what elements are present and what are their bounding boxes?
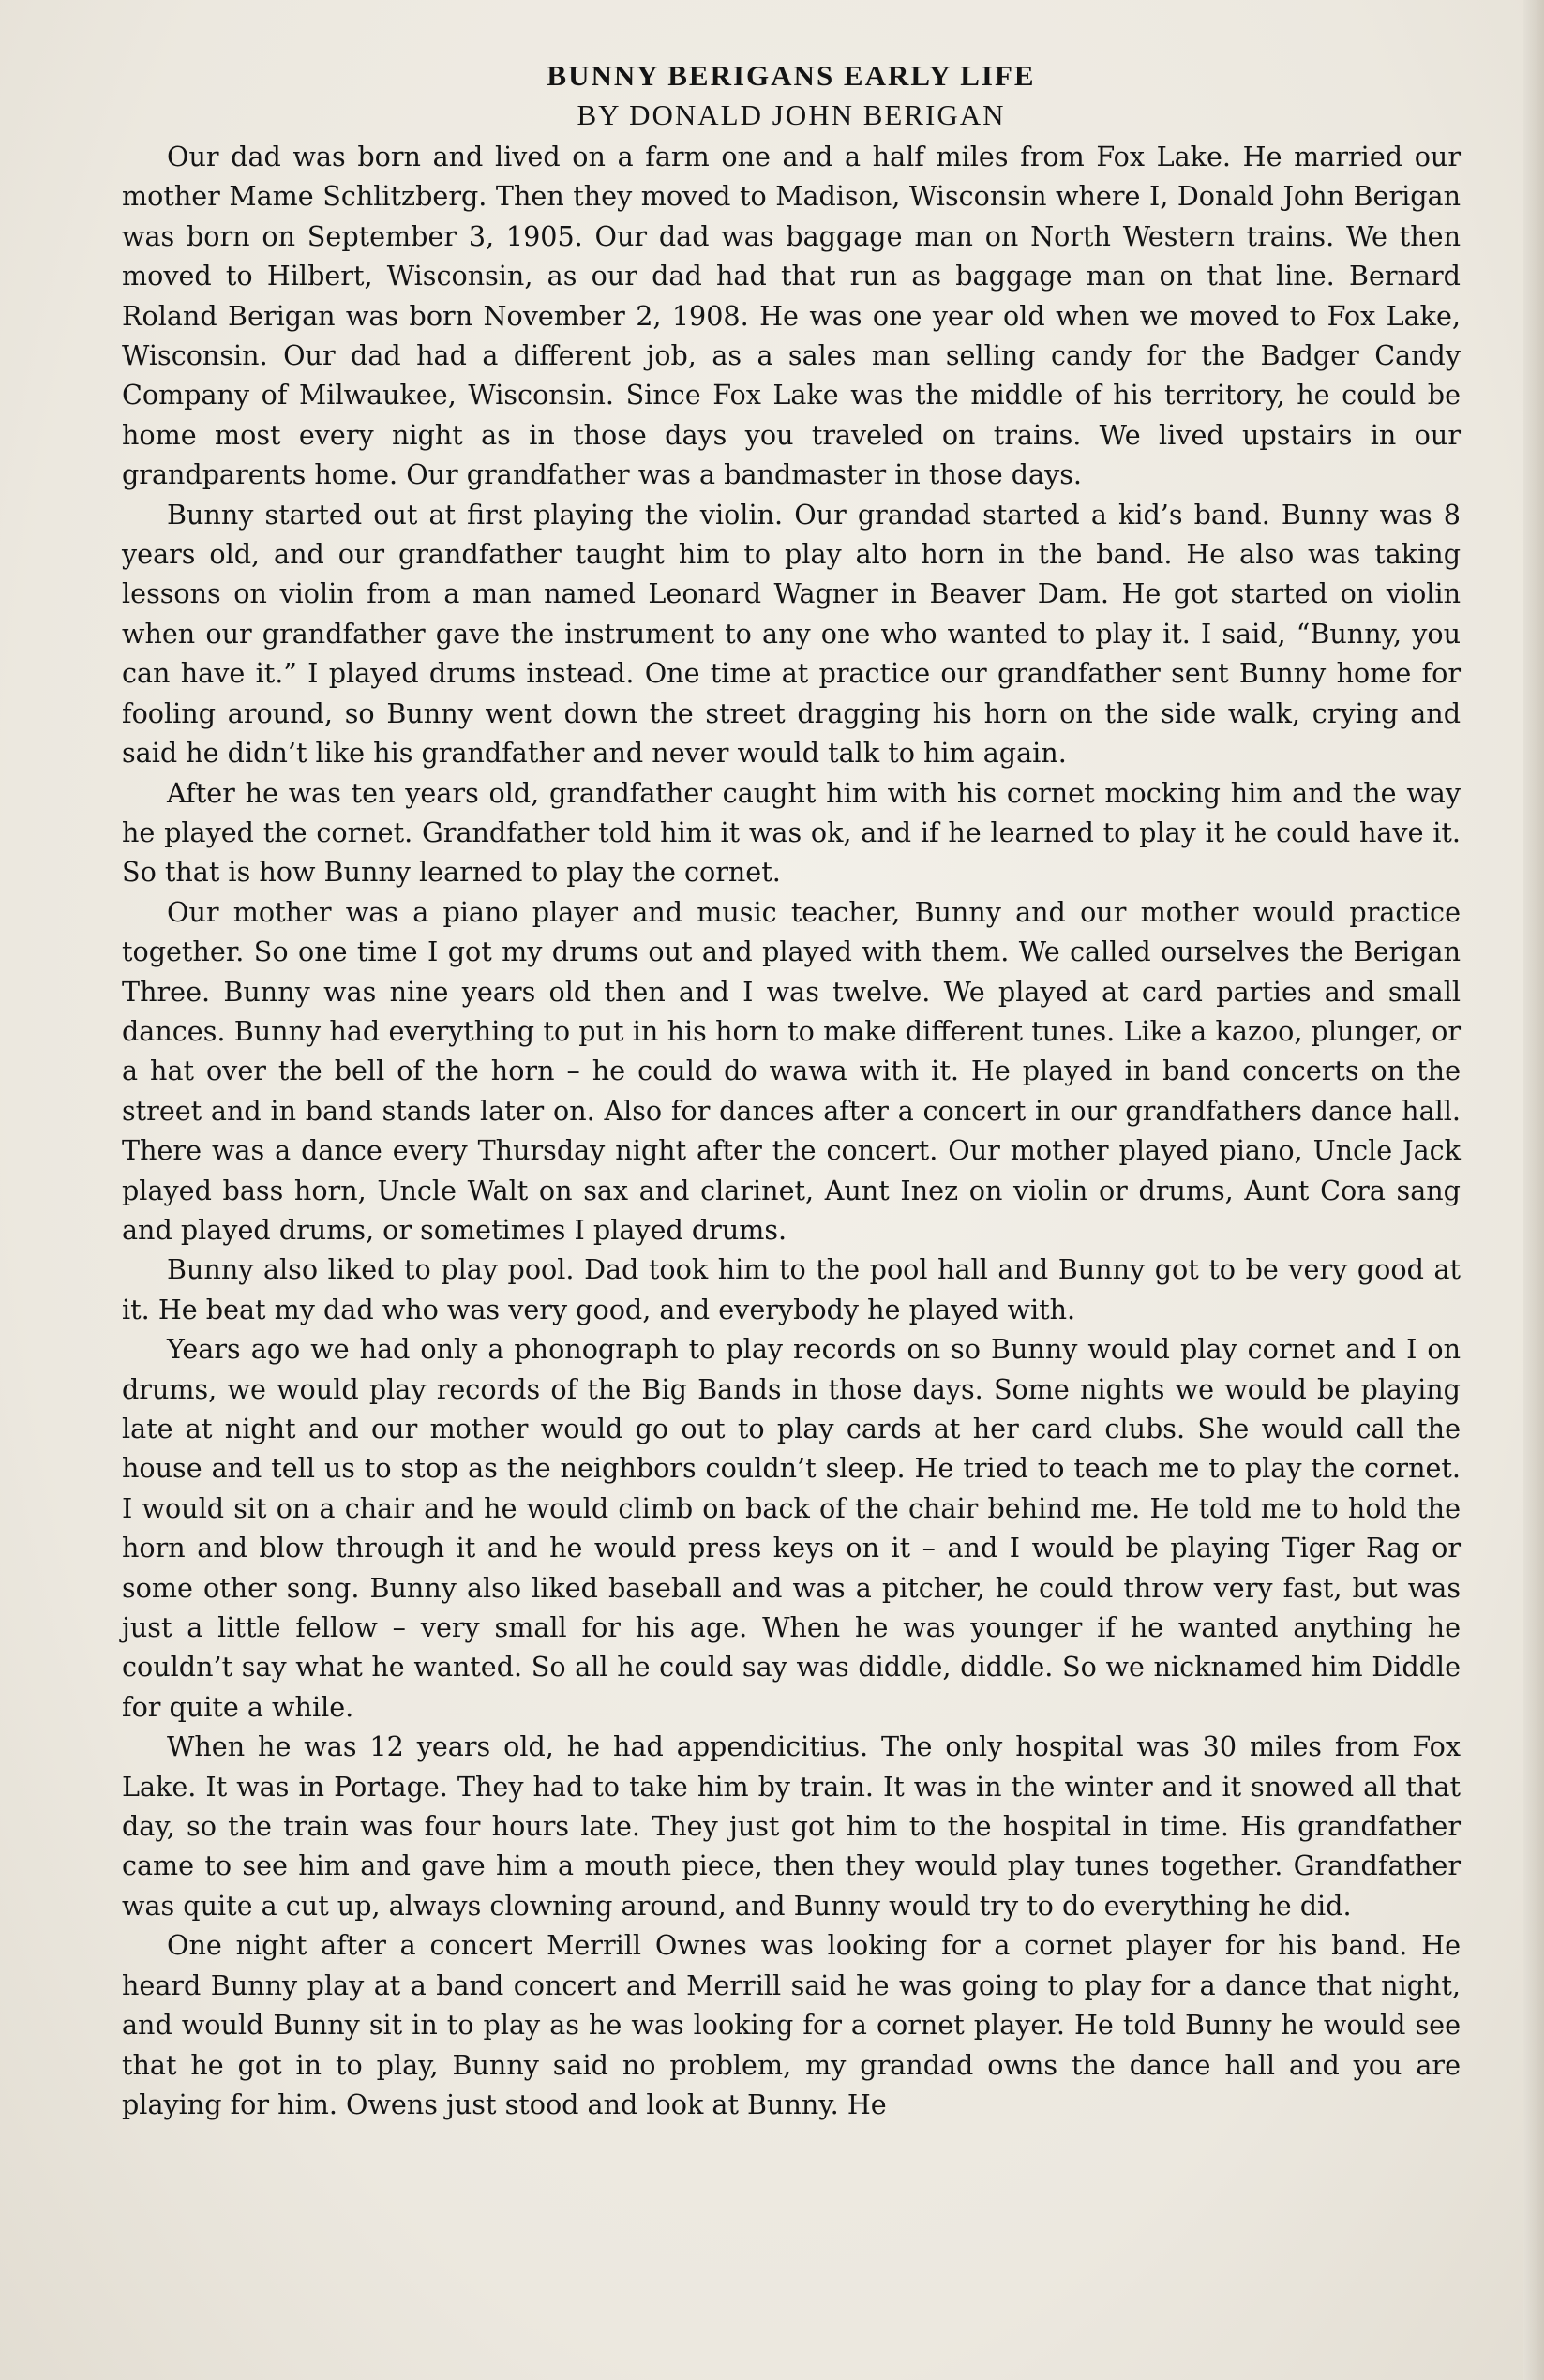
paragraph-3: After he was ten years old, grandfather caught him with his cornet mocking him and the way he played the cornet. Grandfather told him it was ok, and if he learned to play it he could have it. So that is how Bunny learned to play the cornet. [122, 776, 1461, 889]
paragraph-8: One night after a concert Merrill Ownes was looking for a cornet player for his band. He heard Bunny play at a band concert and Merrill said he was going to play for a dance that night, and would Bunny sit in to play as he was looking for a cornet player. He told Bunny he would see that he got in to play, Bunny said no problem, my grandad owns the dance hall and you are playing for him. Owens just stood and look at Bunny. He [122, 1929, 1461, 2120]
paragraph-7: When he was 12 years old, he had appendicitius. The only hospital was 30 miles from Fox Lake. It was in Portage. They had to take him by train. It was in the winter and it snowed all that day, so the train was four hours late. They just got him to the hospital in time. His grandfather came to see him and gave him a mouth piece, then they would play tunes together. Grandfather was quite a cut up, always clowning around, and Bunny would try to do everything he did. [122, 1730, 1461, 1922]
paragraph-5: Bunny also liked to play pool. Dad took him to the pool hall and Bunny got to be very good at it. He beat my dad who was very good, and everybody he played with. [122, 1253, 1461, 1325]
paragraph-6: Years ago we had only a phonograph to play records on so Bunny would play cornet and I on drums, we would play records of the Big Bands in those days. Some nights we would be playing late at night and our mother would go out to play cards at her card clubs. She would call the house and tell us to stop as the neighbors couldn’t sleep. He tried to teach me to play the cornet. I would sit on a chair and he would climb on back of the chair behind me. He told me to hold the horn and blow through it and he would press keys on it – and I would be playing Tiger Rag or some other song. Bunny also liked baseball and was a pitcher, he could throw very fast, but was just a little fellow – very small for his age. When he was younger if he wanted anything he couldn’t say what he wanted. So all he could say was diddle, diddle. So we nicknamed him Diddle for quite a while. [122, 1333, 1461, 1723]
paragraph-1: Our dad was born and lived on a farm one and a half miles from Fox Lake. He married our mother Mame Schlitzberg. Then they moved to Madison, Wisconsin where I, Donald John Berigan was born on September 3, 1905. Our dad was baggage man on North Western trains. We then moved to Hilbert, Wisconsin, as our dad had that run as baggage man on that line. Bernard Roland Berigan was born November 2, 1908. He was one year old when we moved to Fox Lake, Wisconsin. Our dad had a different job, as a sales man selling candy for the Badger Candy Company of Milwaukee, Wisconsin. Since Fox Lake was the middle of his territory, he could be home most every night as in those days you traveled on trains. We lived upstairs in our grandparents home. Our grandfather was a bandmaster in those days. [122, 141, 1461, 491]
paragraph-2: Bunny started out at first playing the violin. Our grandad started a kid’s band. Bunny was 8 years old, and our grandfather taught him to play alto horn in the band. He also was taking lessons on violin from a man named Leonard Wagner in Beaver Dam. He got started on violin when our grandfather gave the instrument to any one who wanted to play it. I said, “Bunny, you can have it.” I played drums instead. One time at practice our grandfather sent Bunny home for fooling around, so Bunny went down the street dragging his horn on the side walk, crying and said he didn’t like his grandfather and never would talk to him again. [122, 498, 1461, 770]
document-body [122, 56, 1461, 2124]
paragraph-4: Our mother was a piano player and music teacher, Bunny and our mother would practice together. So one time I got my drums out and played with them. We called ourselves the Berigan Three. Bunny was nine years old then and I was twelve. We played at card parties and small dances. Bunny had everything to put in his horn to make different tunes. Like a kazoo, plunger, or a hat over the bell of the horn – he could do wawa with it. He played in band concerts on the street and in band stands later on. Also for dances after a concert in our grandfathers dance hall. There was a dance every Thursday night after the concert. Our mother played piano, Uncle Jack played bass horn, Uncle Walt on sax and clarinet, Aunt Inez on violin or drums, Aunt Cora sang and played drums, or sometimes I played drums. [122, 895, 1461, 1246]
page-edge [1523, 0, 1544, 2380]
document-title: BUNNY BERIGANS EARLY LIFE [547, 59, 1036, 92]
author-line: BY DONALD JOHN BERIGAN [577, 98, 1006, 131]
